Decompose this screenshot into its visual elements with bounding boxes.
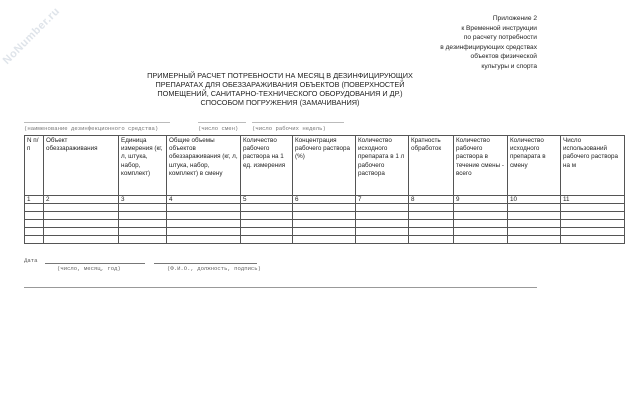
annex-note — [440, 14, 537, 72]
table-cell[interactable] — [25, 236, 44, 244]
header-cell: Объект обеззараживания — [44, 136, 119, 196]
header-cell: Количество исходного препарата в смену — [508, 136, 561, 196]
table-row — [25, 212, 625, 220]
table-cell[interactable] — [454, 236, 508, 244]
date-line[interactable] — [45, 263, 145, 264]
table-cell[interactable] — [293, 204, 356, 212]
table-cell[interactable] — [44, 212, 119, 220]
column-number: 2 — [44, 196, 119, 204]
table-cell[interactable] — [119, 228, 167, 236]
calculation-table — [24, 135, 625, 244]
table-cell[interactable] — [356, 228, 409, 236]
annex-line: Приложение 2 — [492, 15, 537, 22]
column-number: 8 — [409, 196, 454, 204]
column-number-row — [25, 196, 625, 204]
table-cell[interactable] — [508, 220, 561, 228]
table-cell[interactable] — [409, 204, 454, 212]
table-cell[interactable] — [241, 212, 293, 220]
table-cell[interactable] — [25, 204, 44, 212]
table-cell[interactable] — [241, 204, 293, 212]
table-cell[interactable] — [454, 212, 508, 220]
table-cell[interactable] — [508, 236, 561, 244]
table-cell[interactable] — [25, 220, 44, 228]
table-cell[interactable] — [356, 236, 409, 244]
table-cell[interactable] — [561, 228, 625, 236]
annex-line: культуры и спорта — [481, 62, 537, 70]
table-cell[interactable] — [25, 212, 44, 220]
annex-line: в дезинфицирующих средствах — [440, 43, 537, 51]
table-cell[interactable] — [241, 228, 293, 236]
table-cell[interactable] — [44, 236, 119, 244]
table-cell[interactable] — [454, 204, 508, 212]
header-cell: Единица измерения (кг, л, штука, набор, комплект) — [119, 136, 167, 196]
watermark: NoNumber.ru — [0, 5, 63, 67]
table-cell[interactable] — [561, 212, 625, 220]
table-cell[interactable] — [167, 236, 241, 244]
table-row — [25, 204, 625, 212]
column-number: 7 — [356, 196, 409, 204]
date-hint: (число, месяц, год) — [57, 265, 121, 272]
annex-line: по расчету потребности — [463, 34, 537, 42]
table-cell[interactable] — [119, 220, 167, 228]
header-cell: Количество рабочего раствора на 1 ед. измерения — [241, 136, 293, 196]
table-row — [25, 228, 625, 236]
header-cell: N п/п — [25, 136, 44, 196]
table-cell[interactable] — [508, 204, 561, 212]
table-cell[interactable] — [293, 212, 356, 220]
title-line: ПОМЕЩЕНИЙ, САНИТАРНО-ТЕХНИЧЕСКОГО ОБОРУДОВАНИЯ И ДР.) — [157, 89, 403, 98]
header-cell: Общие объемы объектов обеззараживания (кг, л, штука, набор, комплект) в смену — [167, 136, 241, 196]
table-cell[interactable] — [167, 220, 241, 228]
column-number: 11 — [561, 196, 625, 204]
table-cell[interactable] — [44, 228, 119, 236]
table-cell[interactable] — [508, 228, 561, 236]
title-line: ПРЕПАРАТАХ ДЛЯ ОБЕЗЗАРАЖИВАНИЯ ОБЪЕКТОВ (ПОВЕРХНОСТЕЙ — [155, 80, 405, 89]
column-number: 6 — [293, 196, 356, 204]
table-cell[interactable] — [44, 220, 119, 228]
signature-line[interactable] — [154, 263, 257, 264]
table-cell[interactable] — [167, 212, 241, 220]
annex-line: к Временной инструкции — [461, 24, 537, 32]
shifts-field[interactable]: (число смен) — [198, 122, 246, 132]
header-cell: Число использований рабочего раствора на м — [561, 136, 625, 196]
header-cell: Кратность обработок — [409, 136, 454, 196]
document-title — [140, 71, 420, 107]
table-cell[interactable] — [293, 220, 356, 228]
bottom-rule — [24, 287, 537, 288]
table-cell[interactable] — [409, 220, 454, 228]
table-cell[interactable] — [561, 204, 625, 212]
table-cell[interactable] — [241, 220, 293, 228]
table-cell[interactable] — [119, 204, 167, 212]
table-cell[interactable] — [508, 212, 561, 220]
header-cell: Количество рабочего раствора в течение смены - всего — [454, 136, 508, 196]
column-number: 5 — [241, 196, 293, 204]
table-cell[interactable] — [356, 204, 409, 212]
table-cell[interactable] — [293, 236, 356, 244]
table-cell[interactable] — [25, 228, 44, 236]
agent-name-field[interactable]: (наименование дезинфекционного средства) — [24, 122, 170, 132]
table-cell[interactable] — [167, 204, 241, 212]
table-cell[interactable] — [119, 236, 167, 244]
column-number: 4 — [167, 196, 241, 204]
table-cell[interactable] — [293, 228, 356, 236]
header-row — [25, 136, 625, 196]
header-cell: Концентрация рабочего раствора (%) — [293, 136, 356, 196]
date-label: Дата — [24, 257, 38, 264]
table-cell[interactable] — [356, 220, 409, 228]
title-line: СПОСОБОМ ПОГРУЖЕНИЯ (ЗАМАЧИВАНИЯ) — [200, 98, 360, 107]
header-cell: Количество исходного препарата в 1 л рабочего раствора — [356, 136, 409, 196]
table-cell[interactable] — [561, 220, 625, 228]
title-line: ПРИМЕРНЫЙ РАСЧЕТ ПОТРЕБНОСТИ НА МЕСЯЦ В ДЕЗИНФИЦИРУЮЩИХ — [147, 71, 413, 80]
table-cell[interactable] — [44, 204, 119, 212]
table-cell[interactable] — [454, 220, 508, 228]
weeks-field[interactable]: (число рабочих недель) — [252, 122, 344, 132]
column-number: 3 — [119, 196, 167, 204]
table-cell[interactable] — [167, 228, 241, 236]
table-cell[interactable] — [409, 236, 454, 244]
table-cell[interactable] — [409, 228, 454, 236]
table-cell[interactable] — [454, 228, 508, 236]
table-row — [25, 236, 625, 244]
table-row — [25, 220, 625, 228]
annex-line: объектов физической — [470, 53, 537, 61]
column-number: 10 — [508, 196, 561, 204]
table-cell[interactable] — [561, 236, 625, 244]
table-cell[interactable] — [356, 212, 409, 220]
table-cell[interactable] — [119, 212, 167, 220]
column-number: 1 — [25, 196, 44, 204]
column-number: 9 — [454, 196, 508, 204]
table-cell[interactable] — [241, 236, 293, 244]
signature-hint: (Ф.И.О., должность, подпись) — [167, 265, 261, 272]
table-cell[interactable] — [409, 212, 454, 220]
